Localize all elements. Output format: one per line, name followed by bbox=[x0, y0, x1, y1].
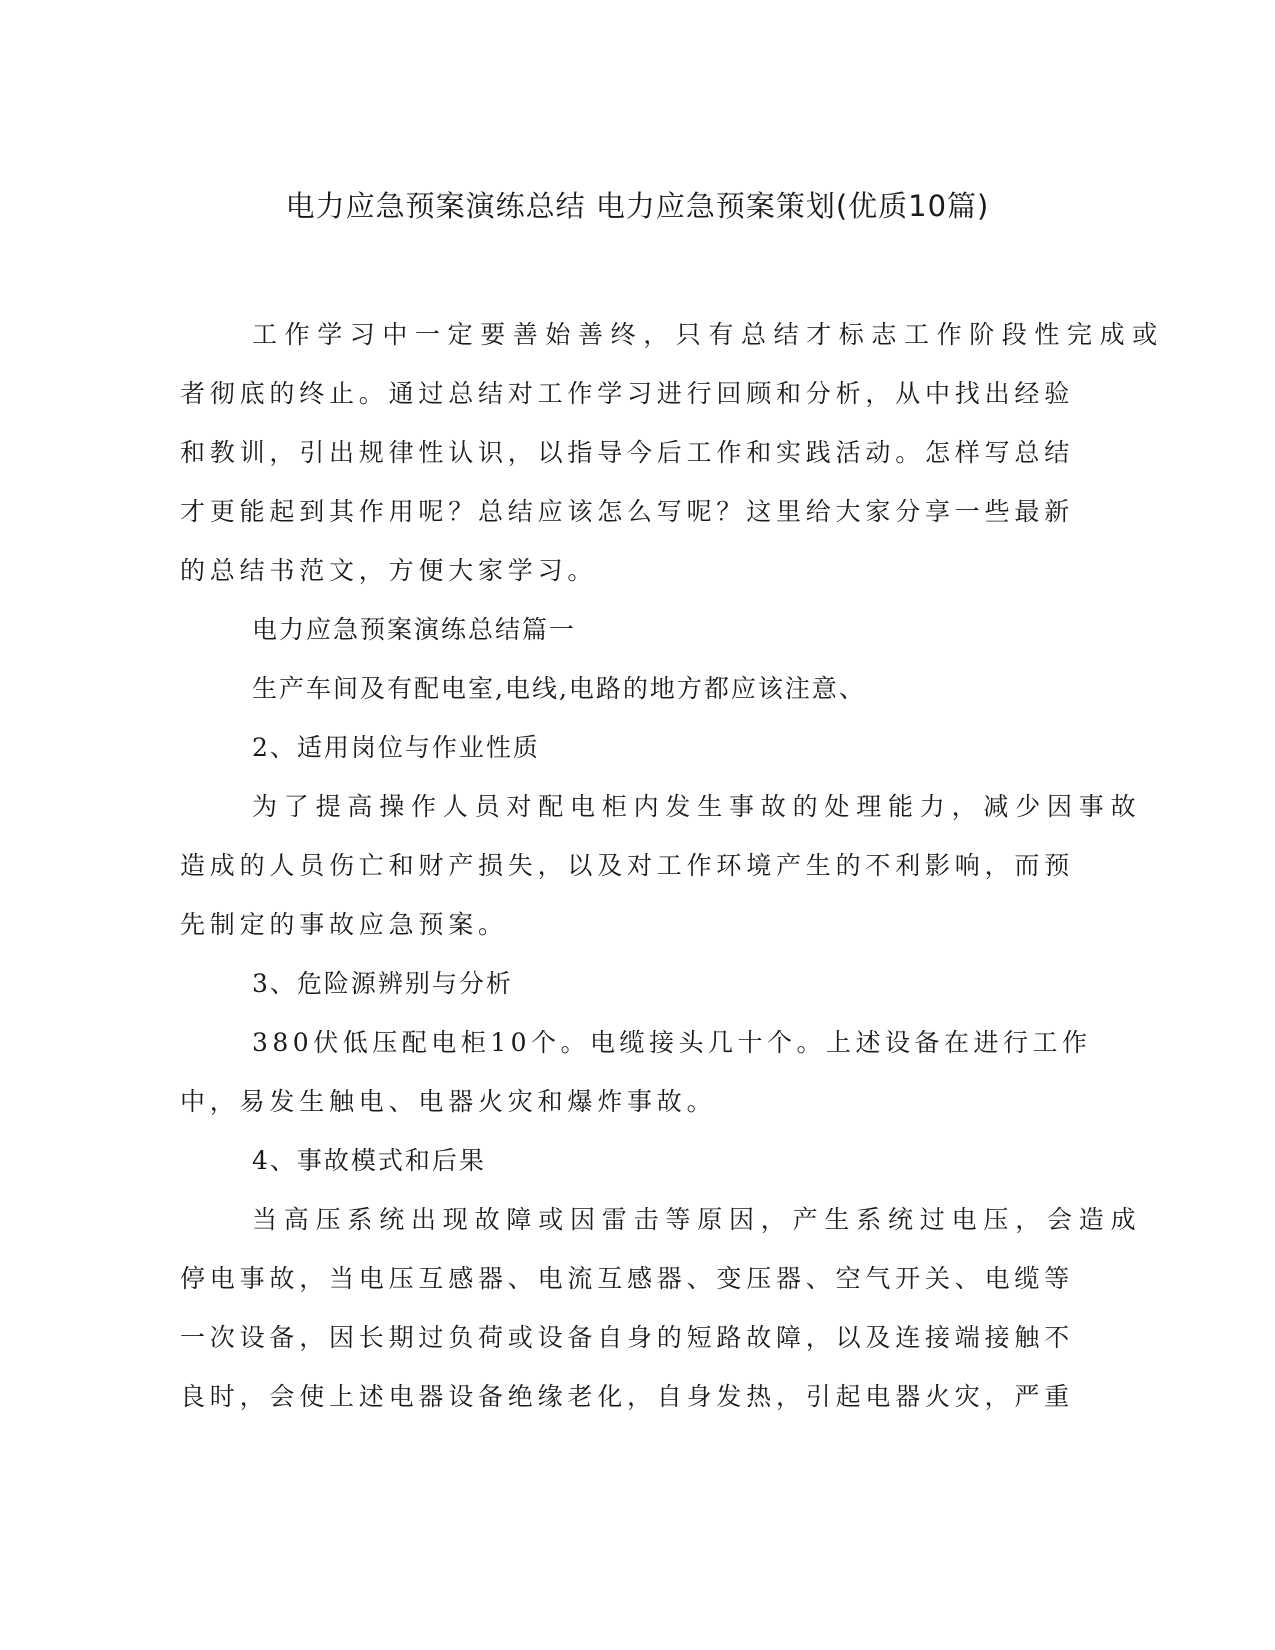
document-title: 电力应急预案演练总结 电力应急预案策划(优质10篇) bbox=[285, 189, 990, 223]
paragraph-line: 和教训，引出规律性认识，以指导今后工作和实践活动。怎样写总结 bbox=[180, 438, 1075, 467]
paragraph-line: 一次设备，因长期过负荷或设备自身的短路故障，以及连接端接触不 bbox=[180, 1323, 1075, 1352]
paragraph-line: 中，易发生触电、电器火灾和爆炸事故。 bbox=[180, 1087, 717, 1116]
section-heading: 电力应急预案演练总结篇一 bbox=[252, 615, 577, 644]
section-heading: 3、危险源辨别与分析 bbox=[252, 969, 513, 998]
paragraph-line: 工作学习中一定要善始善终，只有总结才标志工作阶段性完成或 bbox=[252, 320, 1165, 349]
paragraph-line: 为了提高操作人员对配电柜内发生事故的处理能力，减少因事故 bbox=[252, 792, 1143, 821]
paragraph-line: 先制定的事故应急预案。 bbox=[180, 910, 508, 939]
paragraph-line: 停电事故，当电压互感器、电流互感器、变压器、空气开关、电缆等 bbox=[180, 1264, 1075, 1293]
paragraph-line: 的总结书范文，方便大家学习。 bbox=[180, 556, 598, 585]
paragraph-line: 造成的人员伤亡和财产损失，以及对工作环境产生的不利影响，而预 bbox=[180, 851, 1075, 880]
section-heading: 4、事故模式和后果 bbox=[252, 1146, 486, 1175]
paragraph-line: 者彻底的终止。通过总结对工作学习进行回顾和分析，从中找出经验 bbox=[180, 379, 1075, 408]
paragraph-line: 生产车间及有配电室,电线,电路的地方都应该注意、 bbox=[252, 674, 866, 703]
section-heading: 2、适用岗位与作业性质 bbox=[252, 733, 540, 762]
paragraph-line: 良时，会使上述电器设备绝缘老化，自身发热，引起电器火灾，严重 bbox=[180, 1382, 1075, 1411]
paragraph-line: 才更能起到其作用呢？总结应该怎么写呢？这里给大家分享一些最新 bbox=[180, 497, 1075, 526]
paragraph-line: 380伏低压配电柜10个。电缆接头几十个。上述设备在进行工作 bbox=[252, 1028, 1092, 1057]
paragraph-line: 当高压系统出现故障或因雷击等原因，产生系统过电压，会造成 bbox=[252, 1205, 1143, 1234]
